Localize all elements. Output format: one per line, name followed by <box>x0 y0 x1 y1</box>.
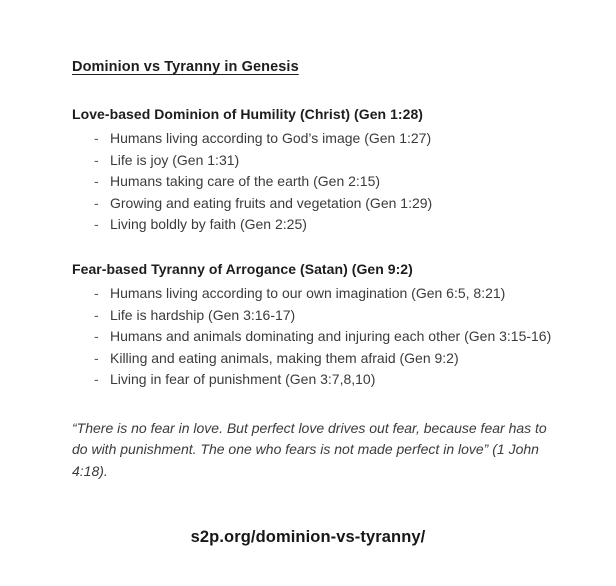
dash-bullet-icon: - <box>94 328 99 344</box>
list-item <box>72 326 576 348</box>
dash-bullet-icon: - <box>94 130 99 147</box>
dash-bullet-icon: - <box>94 285 99 301</box>
list-item <box>72 348 576 370</box>
section-heading: Love-based Dominion of Humility (Christ) (Gen 1:28) <box>72 106 424 123</box>
list-item <box>72 214 576 236</box>
page-title: Dominion vs Tyranny in Genesis <box>72 59 299 75</box>
dash-bullet-icon: - <box>94 151 99 168</box>
footer-url: s2p.org/dominion-vs-tyranny/ <box>190 528 426 546</box>
bullet-list <box>72 283 576 391</box>
list-item-label: Humans living according to God’s image (Gen 1:27) <box>110 130 432 147</box>
scripture-quote: “There is no fear in love. But perfect love drives out fear, because fear has to do with punishment. The one who fears is not made perfect in love” (1 John 4:18). <box>72 419 547 479</box>
list-item-label: Growing and eating fruits and vegetation (Gen 1:29) <box>110 194 433 211</box>
list-item <box>72 128 576 150</box>
list-item-label: Humans taking care of the earth (Gen 2:15) <box>110 173 381 190</box>
list-item-label: Life is hardship (Gen 3:16-17) <box>110 306 296 323</box>
section-heading: Fear-based Tyranny of Arrogance (Satan) (Gen 9:2) <box>72 260 413 277</box>
list-item-label: Living in fear of punishment (Gen 3:7,8,10) <box>110 371 376 387</box>
dash-bullet-icon: - <box>94 349 99 366</box>
section-love-based-dominion <box>72 105 576 236</box>
dash-bullet-icon: - <box>94 216 99 233</box>
dash-bullet-icon: - <box>94 306 99 323</box>
list-item-label: Humans living according to our own imagination (Gen 6:5, 8:21) <box>110 285 506 301</box>
list-item <box>72 150 576 172</box>
list-item-label: Living boldly by faith (Gen 2:25) <box>110 216 307 233</box>
section-fear-based-tyranny <box>72 260 576 391</box>
list-item <box>72 369 576 391</box>
dash-bullet-icon: - <box>94 194 99 211</box>
bullet-list <box>72 128 576 236</box>
list-item-label: Humans and animals dominating and injuring each other (Gen 3:15-16) <box>110 328 552 344</box>
dash-bullet-icon: - <box>94 371 99 387</box>
list-item-label: Life is joy (Gen 1:31) <box>110 151 240 168</box>
list-item-label: Killing and eating animals, making them afraid (Gen 9:2) <box>110 349 459 366</box>
list-item <box>72 193 576 215</box>
list-item <box>72 283 576 305</box>
dash-bullet-icon: - <box>94 173 99 190</box>
list-item <box>72 171 576 193</box>
list-item <box>72 305 576 327</box>
